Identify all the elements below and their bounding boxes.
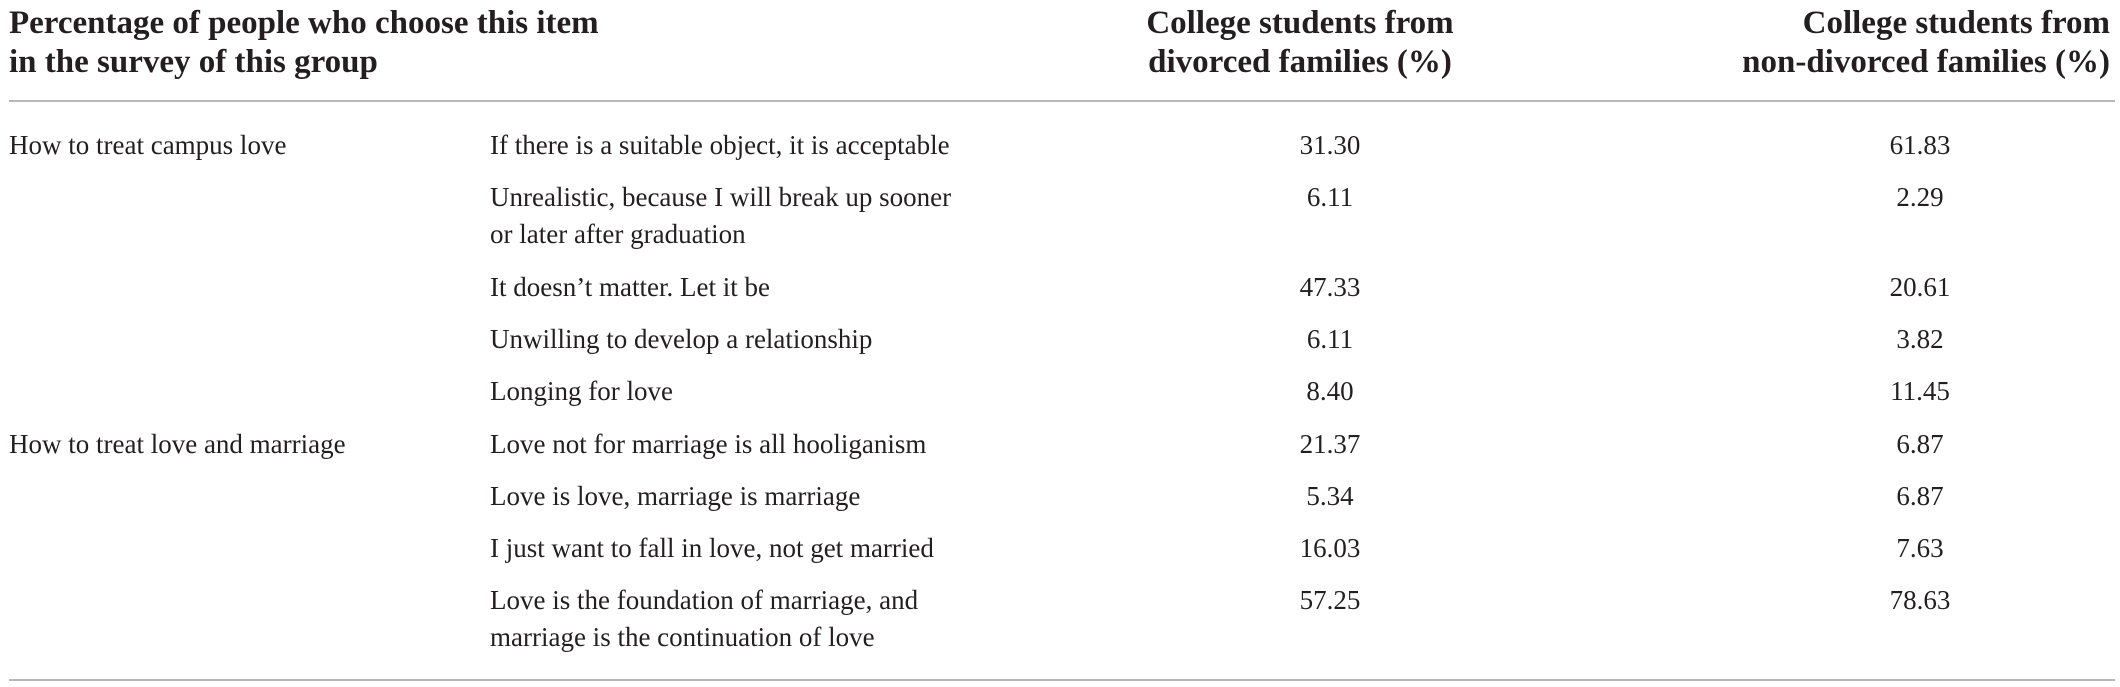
non-divorced-value-cell: 2.29 (1896, 182, 1944, 212)
non-divorced-value-cell: 7.63 (1896, 533, 1944, 563)
item-line-1: Love is the foundation of marriage, and (490, 585, 919, 615)
non-divorced-value-cell: 3.82 (1896, 324, 1944, 354)
item-cell (490, 179, 1010, 253)
divorced-value-cell: 47.33 (1299, 272, 1361, 302)
non-divorced-value-cell: 6.87 (1896, 429, 1944, 459)
item-line-1: Love not for marriage is all hooliganism (490, 429, 927, 459)
non-divorced-value-cell: 6.87 (1896, 481, 1944, 511)
item-cell (490, 478, 1010, 515)
header-divorced-column (1080, 4, 1520, 82)
category-cell: How to treat campus love (9, 130, 287, 160)
header-item-line-1: Percentage of people who choose this item (9, 5, 599, 41)
divorced-value-cell: 21.37 (1299, 429, 1361, 459)
item-line-1: I just want to fall in love, not get married (490, 533, 934, 563)
divorced-value-cell: 5.34 (1306, 481, 1354, 511)
item-line-1: It doesn’t matter. Let it be (490, 272, 770, 302)
header-non-divorced-column (1640, 4, 2110, 82)
divorced-value-cell: 6.11 (1306, 182, 1354, 212)
header-divider (9, 100, 2115, 102)
item-cell (490, 321, 1010, 358)
item-line-1: Love is love, marriage is marriage (490, 481, 861, 511)
item-line-2: marriage is the continuation of love (490, 622, 875, 652)
divorced-value-cell: 57.25 (1299, 585, 1361, 615)
item-cell (490, 373, 1010, 410)
divorced-value-cell: 6.11 (1306, 324, 1354, 354)
divorced-value-cell: 8.40 (1306, 376, 1354, 406)
item-line-1: Unwilling to develop a relationship (490, 324, 873, 354)
non-divorced-value-cell: 78.63 (1889, 585, 1951, 615)
divorced-value-cell: 16.03 (1299, 533, 1361, 563)
non-divorced-value-cell: 11.45 (1890, 376, 1950, 406)
header-divorced-line-1: College students from (1146, 5, 1454, 41)
header-non-divorced-line-2: non-divorced families (%) (1742, 44, 2110, 80)
item-line-1: Unrealistic, because I will break up sooner (490, 182, 952, 212)
table-header (0, 0, 2120, 101)
item-cell (490, 269, 1010, 306)
category-cell: How to treat love and marriage (9, 429, 346, 459)
item-line-2: or later after graduation (490, 219, 746, 249)
item-cell (490, 530, 1010, 567)
divorced-value-cell: 31.30 (1299, 130, 1361, 160)
table-bottom-rule (9, 679, 2115, 681)
header-divorced-line-2: divorced families (%) (1148, 44, 1452, 80)
header-non-divorced-line-1: College students from (1802, 5, 2110, 41)
header-item-line-2: in the survey of this group (9, 44, 378, 80)
non-divorced-value-cell: 61.83 (1889, 130, 1951, 160)
item-cell (490, 582, 1010, 656)
header-item-column (9, 4, 909, 82)
item-line-1: Longing for love (490, 376, 673, 406)
item-cell (490, 127, 1010, 164)
item-cell (490, 426, 1010, 463)
non-divorced-value-cell: 20.61 (1889, 272, 1951, 302)
item-line-1: If there is a suitable object, it is acceptable (490, 130, 950, 160)
